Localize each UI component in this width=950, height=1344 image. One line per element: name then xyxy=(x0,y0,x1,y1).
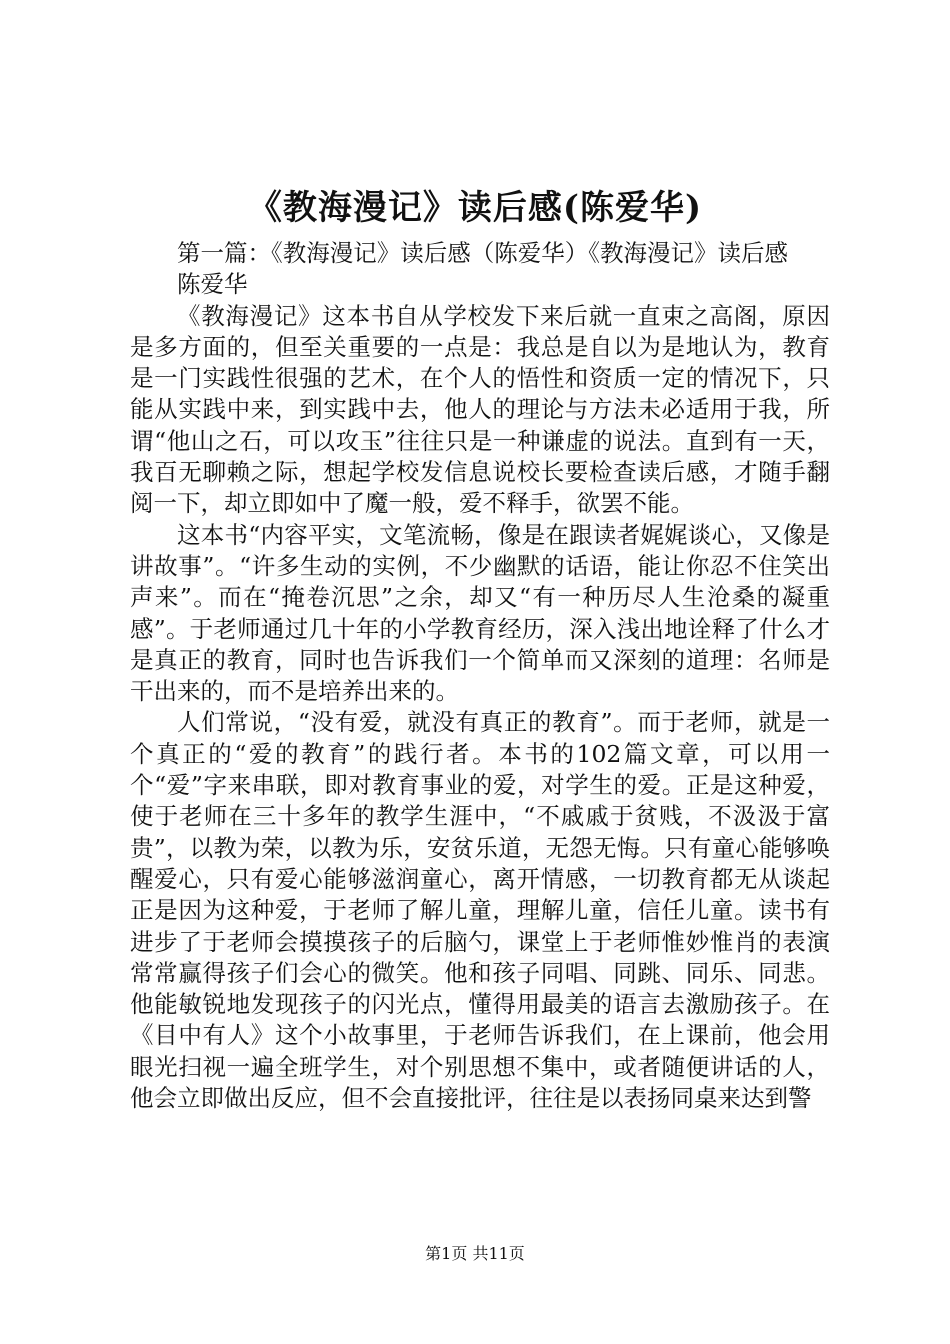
document-body xyxy=(130,238,830,1114)
document-title: 《教海漫记》读后感(陈爱华) xyxy=(247,188,703,228)
paragraph: 这本书“内容平实，文笔流畅，像是在跟读者娓娓谈心，又像是讲故事”。“许多生动的实例，不少幽默的话语，能让你忍不住笑出声来”。而在“掩卷沉思”之余，却又“有一种历尽人生沧桑的凝重感”。于老师通过几十年的小学教育经历，深入浅出地诠释了什么才是真正的教育，同时也告诉我们一个简单而又深刻的道理：名师是干出来的，而不是培养出来的。 xyxy=(130,520,830,706)
paragraph: 《教海漫记》这本书自从学校发下来后就一直束之高阁，原因是多方面的，但至关重要的一点是：我总是自以为是地认为，教育是一门实践性很强的艺术，在个人的悟性和资质一定的情况下，只能从实践中来，到实践中去，他人的理论与方法未必适用于我，所谓“他山之石，可以攻玉”往往只是一种谦虚的说法。直到有一天，我百无聊赖之际，想起学校发信息说校长要检查读后感，才随手翻阅一下，却立即如中了魔一般，爱不释手，欲罢不能。 xyxy=(130,301,830,518)
paragraph: 人们常说，“没有爱，就没有真正的教育”。而于老师，就是一个真正的“爱的教育”的践行者。本书的102篇文章，可以用一个“爱”字来串联，即对教育事业的爱，对学生的爱。正是这种爱，使于老师在三十多年的教学生涯中，“不戚戚于贫贱，不汲汲于富贵”，以教为荣，以教为乐，安贫乐道，无怨无悔。只有童心能够唤醒爱心，只有爱心能够滋润童心，离开情感，一切教育都无从谈起正是因为这种爱，于老师了解儿童，理解儿童，信任儿童。读书有进步了于老师会摸摸孩子的后脑勺，课堂上于老师惟妙惟肖的表演常常赢得孩子们会心的微笑。他和孩子同唱、同跳、同乐、同悲。他能敏锐地发现孩子的闪光点，懂得用最美的语言去激励孩子。在《目中有人》这个小故事里，于老师告诉我们，在上课前，他会用眼光扫视一遍全班学生，对个别思想不集中，或者随便讲话的人，他会立即做出反应，但不会直接批评，往往是以表扬同桌来达到警 xyxy=(130,708,830,1113)
paragraph: 第一篇：《教海漫记》读后感（陈爱华）《教海漫记》读后感 xyxy=(177,239,788,267)
page-number-footer: 第1页 共11页 xyxy=(425,1244,525,1263)
paragraph: 陈爱华 xyxy=(177,270,248,299)
